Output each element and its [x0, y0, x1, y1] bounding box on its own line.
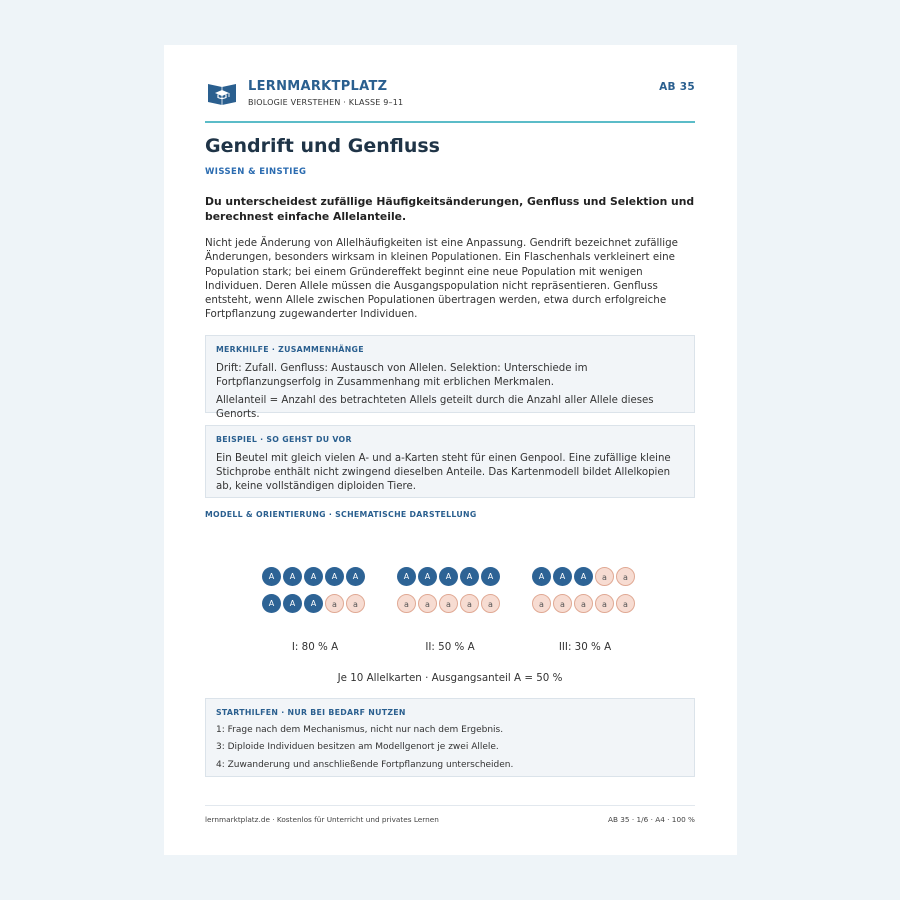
allele-card-a: a [325, 594, 344, 613]
starthilfe-item: 3: Diploide Individuen besitzen am Modellgenort je zwei Allele. [216, 742, 499, 752]
allele-card-A: A [346, 567, 365, 586]
allele-card-A: A [304, 567, 323, 586]
group-label-1: I: 80 % A [291, 641, 339, 653]
starthilfe-item: 4: Zuwanderung und anschließende Fortpflanzung unterscheiden. [216, 760, 514, 770]
footer-right: AB 35 · 1/6 · A4 · 100 % [607, 815, 695, 824]
beispiel-text: Ein Beutel mit gleich vielen A- und a-Karten steht für einen Genpool. Eine zufällige kleine Stichprobe enthält nicht zwingend dieselben Anteile. Das Kartenmodell bildet Allelkopien ab, keine vollständigen diploiden Tiere. [216, 453, 671, 492]
intro-text: Nicht jede Änderung von Allelhäufigkeiten ist eine Anpassung. Gendrift bezeichnet zufällige Änderungen, besonders wirksam in kleinen Populationen. Ein Flaschenhals verkleinert eine Population stark; bei einem Gründereffekt beginnt eine neue Population mit wenigen Individuen. Deren Allele müssen die Ausgangspopulation nicht repräsentieren. Genfluss entsteht, wenn Allele zwischen Populationen übertragen werden, etwa durch erfolgreiche Fortpflanzung zugewanderter Individuen. [205, 237, 678, 321]
allele-card-A: A [262, 567, 281, 586]
allele-card-a: a [418, 594, 437, 613]
section-kicker: WISSEN & EINSTIEG [205, 167, 307, 177]
sheet-code: AB 35 [659, 81, 695, 93]
figure-title: MODELL & ORIENTIERUNG · SCHEMATISCHE DARSTELLUNG [205, 510, 477, 519]
allele-card-A: A [574, 567, 593, 586]
starthilfen-title: STARTHILFEN · NUR BEI BEDARF NUTZEN [216, 708, 406, 717]
page-title: Gendrift und Genfluss [205, 135, 440, 157]
learning-goal: Du unterscheidest zufällige Häufigkeitsänderungen, Genfluss und Selektion und berechnest einfache Allelanteile. [205, 195, 695, 223]
allele-card-A: A [283, 594, 302, 613]
brand-name: LERNMARKTPLATZ [248, 79, 388, 94]
allele-card-a: a [439, 594, 458, 613]
allele-card-a: a [532, 594, 551, 613]
group-label-2: II: 50 % A [425, 641, 475, 653]
merkhilfe-text-2: Allelanteil = Anzahl des betrachteten Allels geteilt durch die Anzahl aller Allele dieses Genorts. [216, 395, 654, 420]
allele-card-A: A [283, 567, 302, 586]
allele-card-a: a [574, 594, 593, 613]
allele-card-a: a [481, 594, 500, 613]
allele-group-1 [262, 567, 368, 615]
starthilfe-item: 1: Frage nach dem Mechanismus, nicht nur nach dem Ergebnis. [216, 725, 504, 735]
merkhilfe-text-1: Drift: Zufall. Genfluss: Austausch von Allelen. Selektion: Unterschiede im Fortpflanzungserfolg in Zusammenhang mit erblichen Merkmalen. [216, 363, 588, 388]
starthilfen-box [205, 698, 695, 777]
allele-card-A: A [439, 567, 458, 586]
book-graduation-cap-icon [207, 81, 237, 105]
footer-left: lernmarktplatz.de · Kostenlos für Unterricht und privates Lernen [205, 815, 439, 824]
allele-card-a: a [616, 567, 635, 586]
worksheet-page [164, 45, 737, 855]
allele-card-A: A [532, 567, 551, 586]
allele-card-a: a [553, 594, 572, 613]
allele-card-A: A [481, 567, 500, 586]
page-header [205, 79, 695, 123]
allele-card-a: a [346, 594, 365, 613]
allele-group-3 [532, 567, 638, 615]
allele-card-A: A [418, 567, 437, 586]
group-label-3: III: 30 % A [558, 641, 612, 653]
merkhilfe-title: MERKHILFE · ZUSAMMENHÄNGE [216, 345, 364, 354]
beispiel-box [205, 425, 695, 498]
allele-card-A: A [460, 567, 479, 586]
allele-group-2 [397, 567, 503, 615]
allele-card-a: a [595, 567, 614, 586]
merkhilfe-box [205, 335, 695, 420]
allele-card-A: A [304, 594, 323, 613]
allele-card-a: a [595, 594, 614, 613]
header-divider [205, 121, 695, 123]
allele-card-A: A [553, 567, 572, 586]
allele-card-A: A [262, 594, 281, 613]
beispiel-title: BEISPIEL · SO GEHST DU VOR [216, 435, 352, 444]
allele-card-a: a [616, 594, 635, 613]
allele-card-A: A [325, 567, 344, 586]
brand-subtitle: BIOLOGIE VERSTEHEN · KLASSE 9–11 [248, 98, 404, 107]
figure-caption: Je 10 Allelkarten · Ausgangsanteil A = 50 % [337, 672, 563, 684]
allele-card-a: a [460, 594, 479, 613]
footer-divider [205, 805, 695, 806]
allele-card-A: A [397, 567, 416, 586]
allele-card-a: a [397, 594, 416, 613]
